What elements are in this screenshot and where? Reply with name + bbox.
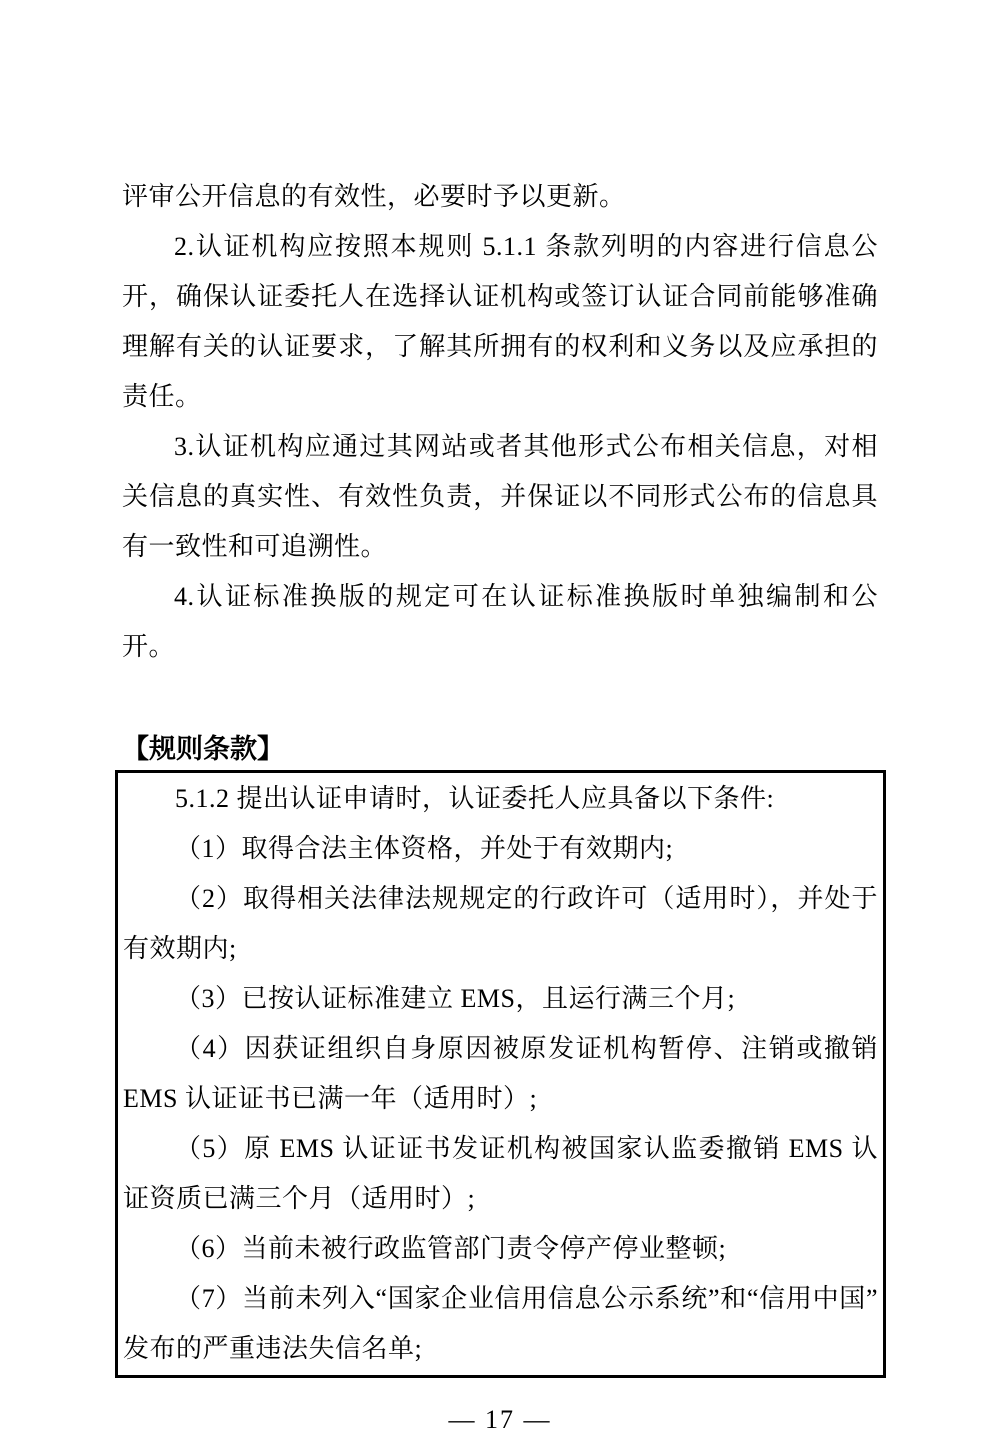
clause-condition-3: （3）已按认证标准建立 EMS，且运行满三个月; <box>175 984 736 1013</box>
body-text <box>122 172 878 672</box>
clause-condition-4: （4）因获证组织自身原因被原发证机构暂停、注销或撤销 EMS 认证证书已满一年（适用时）; <box>123 1034 878 1113</box>
clause-condition-2: （2）取得相关法律法规规定的行政许可（适用时），并处于有效期内; <box>123 884 878 963</box>
clause-condition-1: （1）取得合法主体资格，并处于有效期内; <box>175 834 674 863</box>
clause-condition-6: （6）当前未被行政监管部门责令停产停业整顿; <box>175 1234 727 1263</box>
clause-condition-7: （7）当前未列入“国家企业信用信息公示系统”和“信用中国”发布的严重违法失信名单; <box>123 1284 878 1363</box>
clause-512: 5.1.2 提出认证申请时，认证委托人应具备以下条件: <box>175 784 775 813</box>
paragraph-item-3: 3.认证机构应通过其网站或者其他形式公布相关信息，对相关信息的真实性、有效性负责，并保证以不同形式公布的信息具有一致性和可追溯性。 <box>122 432 878 561</box>
page-number: — 17 — <box>448 1405 552 1434</box>
rule-clause-box <box>115 770 886 1378</box>
clause-condition-5: （5）原 EMS 认证证书发证机构被国家认监委撤销 EMS 认证资质已满三个月（适用时）; <box>123 1134 878 1213</box>
paragraph-item-4: 4.认证标准换版的规定可在认证标准换版时单独编制和公开。 <box>122 582 878 661</box>
paragraph-continuation: 评审公开信息的有效性，必要时予以更新。 <box>122 182 626 211</box>
rule-clause-heading: 【规则条款】 <box>122 734 284 764</box>
paragraph-item-2: 2.认证机构应按照本规则 5.1.1 条款列明的内容进行信息公开，确保认证委托人在选择认证机构或签订认证合同前能够准确理解有关的认证要求，了解其所拥有的权利和义务以及应承担的责任。 <box>122 232 878 411</box>
